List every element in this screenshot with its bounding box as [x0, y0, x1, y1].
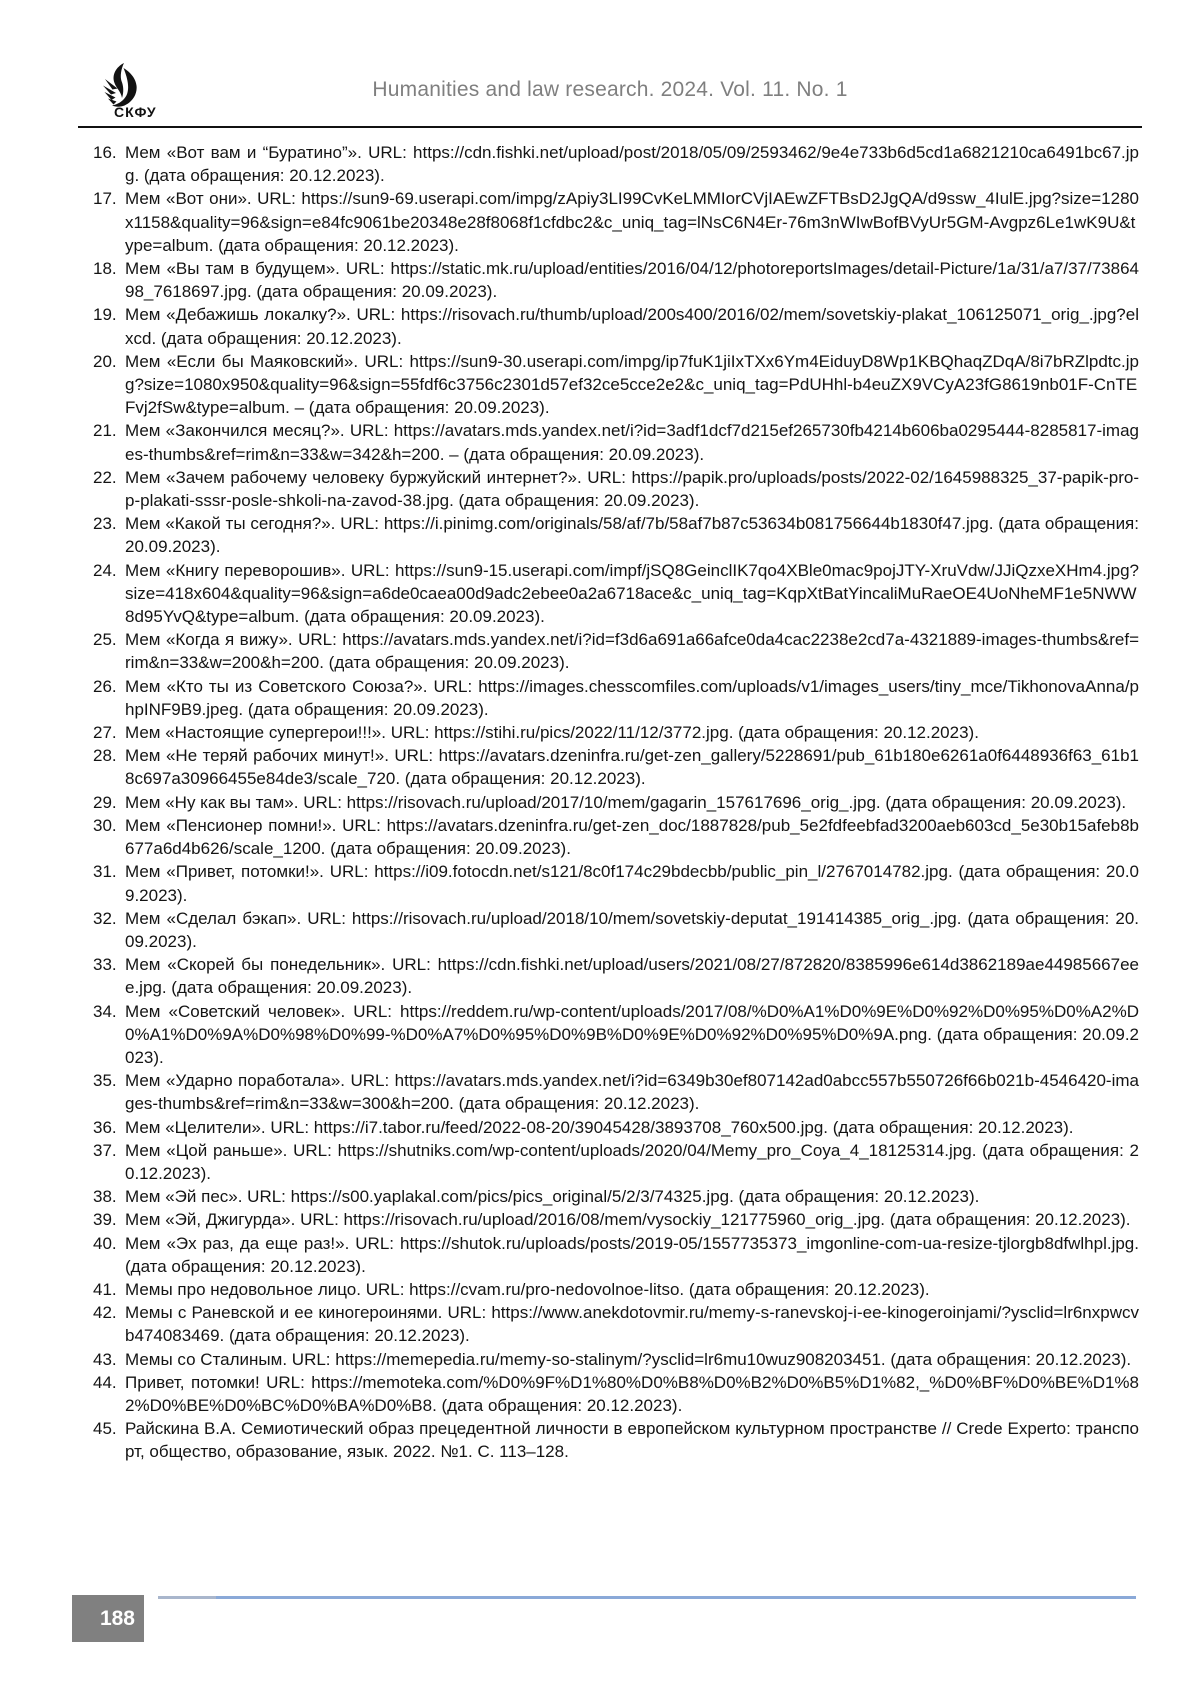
reference-item	[93, 350, 1139, 420]
journal-title: Humanities and law research. 2024. Vol. 11. No. 1	[372, 78, 848, 101]
reference-text: Мем «Советский человек». URL: https://reddem.ru/wp-content/uploads/2017/08/%D0%A1%D0%9E%D0%92%D0%95%D0%A2%D0%A1%D0%9A%D0%98%D0%99-%D0%A7%D0%95%D0%9B%D0%9E%D0%92%D0%95%D0%9A.png. (дата обращения: 20.09.2023).	[125, 1001, 1139, 1067]
reference-text: Мем «Вы там в будущем». URL: https://static.mk.ru/upload/entities/2016/04/12/photoreportsImages/detail-Picture/1a/31/a7/37/7386498_7618697.jpg. (дата обращения: 20.09.2023).	[125, 259, 1139, 302]
reference-item	[93, 303, 1139, 349]
skfu-logo-text: СКФУ	[114, 104, 157, 120]
reference-text: Мем «Целители». URL: https://i7.tabor.ru/feed/2022-08-20/39045428/3893708_760x500.jpg. (дата обращения: 20.12.2023).	[125, 1117, 1074, 1137]
reference-item	[93, 814, 1139, 860]
reference-item	[93, 1232, 1139, 1278]
reference-number: 33.	[93, 955, 117, 975]
reference-number: 36.	[93, 1117, 117, 1137]
reference-item	[93, 1208, 1139, 1231]
reference-number: 38.	[93, 1187, 117, 1207]
reference-text: Мем «Настоящие супергерои!!!». URL: https://stihi.ru/pics/2022/11/12/3772.jpg. (дата обращения: 20.12.2023).	[125, 723, 979, 743]
reference-item	[93, 1139, 1139, 1185]
reference-number: 44.	[93, 1372, 117, 1392]
header-rule	[78, 126, 1142, 128]
reference-text: Мем «Пенсионер помни!». URL: https://avatars.dzeninfra.ru/get-zen_doc/1887828/pub_5e2fdfeebfad3200aeb603cd_5e30b15afeb8b677a6d4b626/scale_1200. (дата обращения: 20.09.2023).	[125, 815, 1139, 859]
reference-number: 32.	[93, 908, 117, 928]
reference-text: Мем «Какой ты сегодня?». URL: https://i.pinimg.com/originals/58/af/7b/58af7b87c53634b081756644b1830f47.jpg. (дата обращения: 20.09.2023).	[125, 514, 1139, 557]
reference-item	[93, 419, 1139, 465]
reference-number: 24.	[93, 560, 117, 580]
reference-item	[93, 860, 1139, 906]
reference-text: Мем «Не теряй рабочих минут!». URL: https://avatars.dzeninfra.ru/get-zen_gallery/5228691/pub_61b180e6261a0f6448936f63_61b18c697a30966455e84de3/scale_720. (дата обращения: 20.12.2023).	[125, 746, 1139, 789]
reference-number: 37.	[93, 1140, 117, 1160]
reference-text: Мем «Цой раньше». URL: https://shutniks.com/wp-content/uploads/2020/04/Memy_pro_Coya_4_18125314.jpg. (дата обращения: 20.12.2023).	[125, 1140, 1139, 1183]
reference-number: 16.	[93, 143, 117, 162]
page-number-badge: 188	[72, 1595, 144, 1642]
reference-item	[93, 1371, 1139, 1417]
reference-item	[93, 791, 1139, 814]
reference-item	[93, 1116, 1139, 1139]
reference-text: Мем «Привет, потомки!». URL: https://i09.fotocdn.net/s121/8c0f174c29bdecbb/public_pin_l/2767014782.jpg. (дата обращения: 20.09.2023).	[125, 862, 1139, 905]
reference-item	[93, 744, 1139, 790]
reference-text: Мем «Вот они». URL: https://sun9-69.userapi.com/impg/zApiy3LI99CvKeLMMIorCVjIAEwZFTBsD2JgQA/d9ssw_4IulE.jpg?size=1280x1158&quality=96&sign=e84fc9061be20348e28f8068f1cfdbc2&c_uniq_tag=lNsC6N4Er-76m3nWIwBofBVyUr5GM-Avgpz6Le1wK9U&type=album. (дата обращения: 20.12.2023).	[125, 189, 1139, 255]
reference-item	[93, 1000, 1139, 1070]
reference-number: 40.	[93, 1233, 117, 1253]
reference-text: Мем «Кто ты из Советского Союза?». URL: https://images.chesscomfiles.com/uploads/v1/images_users/tiny_mce/TikhonovaAnna/phpINF9B9.jpeg. (дата обращения: 20.09.2023).	[125, 676, 1139, 719]
reference-item	[93, 675, 1139, 721]
reference-number: 20.	[93, 351, 117, 371]
reference-number: 42.	[93, 1303, 117, 1323]
reference-text: Мем «Дебажишь локалку?». URL: https://risovach.ru/thumb/upload/200s400/2016/02/mem/sovetskiy-plakat_106125071_orig_.jpg?elxcd. (дата обращения: 20.12.2023).	[125, 305, 1139, 348]
reference-number: 41.	[93, 1279, 117, 1299]
reference-number: 17.	[93, 189, 117, 209]
reference-text: Мемы со Сталиным. URL: https://memepedia.ru/memy-so-stalinym/?ysclid=lr6mu10wuz908203451. (дата обращения: 20.12.2023).	[125, 1349, 1132, 1369]
reference-text: Мем «Эх раз, да еще раз!». URL: https://shutok.ru/uploads/posts/2019-05/1557735373_imgonline-com-ua-resize-tjlorgb8dfwlhpl.jpg. (дата обращения: 20.12.2023).	[125, 1233, 1139, 1276]
reference-item	[93, 953, 1139, 999]
reference-text: Мем «Зачем рабочему человеку буржуйский интернет?». URL: https://papik.pro/uploads/posts/2022-02/1645988325_37-papik-pro-p-plakati-sssr-posle-shkoli-na-zavod-38.jpg. (дата обращения: 20.09.2023).	[125, 467, 1139, 511]
reference-item	[93, 512, 1139, 558]
reference-item	[93, 187, 1139, 257]
reference-number: 27.	[93, 723, 117, 743]
reference-number: 25.	[93, 630, 117, 650]
reference-number: 39.	[93, 1210, 117, 1230]
reference-number: 18.	[93, 259, 117, 279]
reference-item	[93, 1301, 1139, 1347]
reference-text: Мем «Эй пес». URL: https://s00.yaplakal.com/pics/pics_original/5/2/3/74325.jpg. (дата обращения: 20.12.2023).	[125, 1187, 980, 1207]
reference-item	[93, 721, 1139, 744]
reference-item	[93, 559, 1139, 629]
reference-number: 45.	[93, 1419, 117, 1439]
reference-text: Райскина В.А. Семиотический образ прецедентной личности в европейском культурном пространстве // Crede Experto: транспорт, общество, образование, язык. 2022. №1. С. 113–128.	[125, 1419, 1139, 1462]
reference-item	[93, 141, 1139, 187]
reference-item	[93, 466, 1139, 512]
reference-text: Мем «Вот вам и “Буратино”». URL: https://cdn.fishki.net/upload/post/2018/05/09/2593462/9e4e733b6d5cd1a6821210ca6491bc67.jpg. (дата обращения: 20.12.2023).	[125, 143, 1139, 186]
reference-number: 43.	[93, 1349, 117, 1369]
reference-text: Мем «Сделал бэкап». URL: https://risovach.ru/upload/2018/10/mem/sovetskiy-deputat_191414385_orig_.jpg. (дата обращения: 20.09.2023).	[125, 908, 1139, 951]
reference-number: 31.	[93, 862, 117, 882]
reference-text: Мем «Когда я вижу». URL: https://avatars.mds.yandex.net/i?id=f3d6a691a66afce0da4cac2238e2cd7a-4321889-images-thumbs&ref=rim&n=33&w=200&h=200. (дата обращения: 20.09.2023).	[125, 630, 1139, 673]
reference-item	[93, 257, 1139, 303]
reference-number: 26.	[93, 676, 117, 696]
reference-text: Привет, потомки! URL: https://memoteka.com/%D0%9F%D1%80%D0%B8%D0%B2%D0%B5%D1%82,_%D0%BF%D0%BE%D1%82%D0%BE%D0%BC%D0%BA%D0%B8. (дата обращения: 20.12.2023).	[125, 1372, 1139, 1415]
reference-number: 30.	[93, 815, 117, 835]
reference-item	[93, 1278, 1139, 1301]
footer-line	[158, 1596, 1136, 1599]
reference-number: 29.	[93, 792, 117, 812]
reference-number: 23.	[93, 514, 117, 534]
reference-number: 22.	[93, 467, 117, 487]
references-list	[93, 141, 1139, 1464]
reference-text: Мем «Если бы Маяковский». URL: https://sun9-30.userapi.com/impg/ip7fuK1jiIxTXx6Ym4EiduyD8Wp1KBQhaqZDqA/8i7bRZlpdtc.jpg?size=1080x950&quality=96&sign=55fdf6c3756c2301d57ef32ce5cce2e2&c_uniq_tag=PdUHhl-b4euZX9VCyA23fG8619nb01F-CnTEFvj2fSw&type=album. – (дата обращения: 20.09.2023).	[125, 351, 1139, 418]
reference-number: 34.	[93, 1001, 117, 1021]
reference-text: Мемы про недовольное лицо. URL: https://cvam.ru/pro-nedovolnoe-litso. (дата обращения: 20.12.2023).	[125, 1279, 930, 1299]
reference-text: Мем «Скорей бы понедельник». URL: https://cdn.fishki.net/upload/users/2021/08/27/872820/8385996e614d3862189ae44985667eee.jpg. (дата обращения: 20.09.2023).	[125, 955, 1139, 998]
reference-number: 35.	[93, 1071, 117, 1091]
reference-text: Мем «Ударно поработала». URL: https://avatars.mds.yandex.net/i?id=6349b30ef807142ad0abcc557b550726f66b021b-4546420-images-thumbs&ref=rim&n=33&w=300&h=200. (дата обращения: 20.12.2023).	[125, 1071, 1139, 1114]
reference-text: Мемы с Раневской и ее киногероинями. URL: https://www.anekdotovmir.ru/memy-s-ranevskoj-i-ee-kinogeroinjami/?ysclid=lr6nxpwcvb474083469. (дата обращения: 20.12.2023).	[125, 1303, 1139, 1346]
reference-item	[93, 907, 1139, 953]
reference-item	[93, 1348, 1139, 1371]
reference-text: Мем «Ну как вы там». URL: https://risovach.ru/upload/2017/10/mem/gagarin_157617696_orig_.jpg. (дата обращения: 20.09.2023).	[125, 792, 1127, 812]
reference-item	[93, 1185, 1139, 1208]
reference-text: Мем «Эй, Джигурда». URL: https://risovach.ru/upload/2016/08/mem/vysockiy_121775960_orig_.jpg. (дата обращения: 20.12.2023).	[125, 1210, 1131, 1230]
reference-text: Мем «Книгу переворошив». URL: https://sun9-15.userapi.com/impf/jSQ8GeinclIK7qo4XBle0mac9pojJTY-XruVdw/JJiQzxeXHm4.jpg?size=418x604&quality=96&sign=a6de0caea00d9adc2ebee0a2a6718ace&c_uniq_tag=KqpXtBatYincaliMuRaeOE4UoNheMF1e5NWW8d95YvQ&type=album. (дата обращения: 20.09.2023).	[125, 560, 1139, 627]
reference-number: 19.	[93, 305, 117, 325]
reference-text: Мем «Закончился месяц?». URL: https://avatars.mds.yandex.net/i?id=3adf1dcf7d215ef265730fb4214b606ba0295444-8285817-images-thumbs&ref=rim&n=33&w=342&h=200. – (дата обращения: 20.09.2023).	[125, 421, 1139, 464]
reference-item	[93, 1069, 1139, 1115]
reference-number: 21.	[93, 421, 117, 441]
reference-number: 28.	[93, 746, 117, 766]
reference-item	[93, 628, 1139, 674]
reference-item	[93, 1417, 1139, 1463]
